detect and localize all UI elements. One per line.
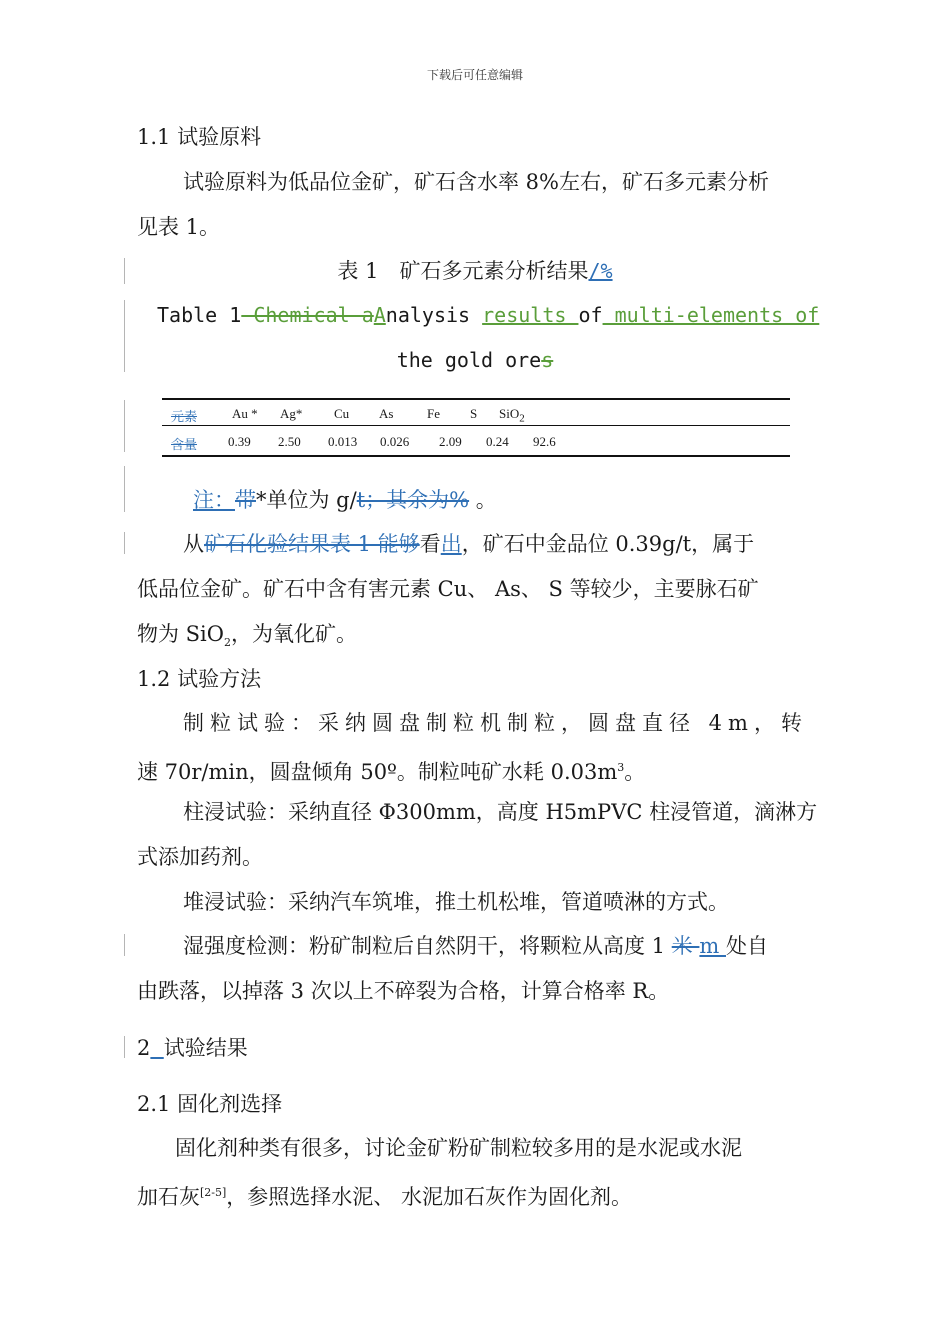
- inserted-text: A: [373, 303, 386, 327]
- text: ，为氧化矿。: [231, 622, 357, 646]
- table-bottom-rule: [162, 455, 790, 457]
- table-caption-cn: [0, 256, 950, 286]
- section-text: 试验结果: [163, 1036, 248, 1060]
- paragraph: 由跌落，以掉落 3 次以上不碎裂为合格，计算合格率 R。: [137, 979, 670, 1003]
- inserted-text: 出: [440, 532, 462, 556]
- text: 。: [624, 760, 646, 784]
- value-cell: 2.09: [439, 434, 462, 449]
- section-number: 2: [137, 1036, 151, 1060]
- table-caption-en-line2: [0, 345, 950, 375]
- caption-text: of: [578, 303, 603, 327]
- header-cell: Au *: [232, 406, 258, 421]
- value-cell: 92.6: [533, 434, 556, 449]
- table-caption-en: [157, 300, 819, 330]
- paragraph: 低品位金矿。矿石中含有害元素 Cu、 As、 S 等较少，主要脉石矿: [137, 577, 759, 601]
- header-cell: Fe: [427, 406, 440, 421]
- text: ，矿石中金品位 0.39g/t，属于: [461, 532, 755, 556]
- value-cell: 0.013: [328, 434, 358, 449]
- header-text: SiO: [499, 406, 520, 421]
- header-cell: S: [470, 406, 478, 421]
- caption-text: nalysis: [385, 303, 483, 327]
- paragraph: [183, 931, 768, 961]
- text: 物为 SiO: [137, 622, 224, 646]
- header-note: 下载后可任意编辑: [426, 68, 523, 82]
- deleted-text: s: [541, 348, 554, 372]
- caption-text: the gold ore: [396, 348, 542, 372]
- revision-bar: [124, 934, 125, 956]
- inserted-text: /%: [588, 259, 613, 283]
- table-note: [193, 485, 497, 515]
- revision-bar: [124, 1036, 125, 1058]
- note-text: *单位为 g/: [256, 488, 357, 512]
- caption-text: 表 1 矿石多元素分析结果: [337, 259, 589, 283]
- element-analysis-table: [162, 398, 790, 458]
- subscript: 2: [224, 636, 231, 650]
- paragraph: [137, 619, 357, 658]
- inserted-text: multi-elements of: [602, 303, 820, 327]
- text: 速 70r/min，圆盘倾角 50º。制粒吨矿水耗 0.03m: [137, 760, 618, 784]
- section-title-2: [137, 1033, 248, 1063]
- row-label-content: 含量: [171, 437, 198, 452]
- inserted-text: [150, 1036, 163, 1060]
- text: 看: [419, 532, 441, 556]
- superscript: 3: [617, 761, 625, 774]
- note-text: 。: [469, 488, 497, 512]
- text: ，参照选择水泥、 水泥加石灰作为固化剂。: [226, 1185, 632, 1209]
- paragraph: [137, 753, 645, 787]
- citation: [2-5]: [200, 1186, 227, 1199]
- paragraph: 试验原料为低品位金矿，矿石含水率 8%左右，矿石多元素分析: [183, 170, 769, 194]
- table-top-rule: [162, 398, 790, 400]
- caption-text: Table 1: [157, 303, 242, 327]
- deleted-text: 米: [671, 934, 700, 958]
- deleted-text: 矿石化验结果表 1 能够: [204, 532, 420, 556]
- header-cell: [499, 406, 525, 425]
- text: 处自: [726, 934, 768, 958]
- paragraph: 柱浸试验：采纳直径 Φ300mm，高度 H5mPVC 柱浸管道，滴淋方: [183, 800, 818, 824]
- deleted-text: t；其余为%: [356, 488, 470, 512]
- paragraph: 制粒试验：采纳圆盘制粒机制粒，圆盘直径 4m，转: [183, 711, 808, 735]
- paragraph: 见表 1。: [137, 215, 221, 239]
- table-mid-rule: [162, 425, 790, 426]
- inserted-text: 注：: [193, 488, 235, 512]
- paragraph: 堆浸试验：采纳汽车筑堆，推土机松堆，管道喷淋的方式。: [183, 890, 729, 914]
- paragraph: [137, 1178, 632, 1212]
- section-title-1-2: 1.2 试验方法: [137, 667, 262, 691]
- text: 湿强度检测：粉矿制粒后自然阴干，将颗粒从高度 1: [183, 934, 672, 958]
- header-cell: Cu: [334, 406, 350, 421]
- inserted-text: results: [482, 303, 579, 327]
- header-cell: Ag*: [280, 406, 303, 421]
- text: 从: [183, 532, 204, 556]
- subscript: 2: [519, 412, 525, 425]
- section-title-2-1: 2.1 固化剂选择: [137, 1092, 283, 1116]
- text: 加石灰: [137, 1185, 200, 1209]
- paragraph: 固化剂种类有很多，讨论金矿粉矿制粒较多用的是水泥或水泥: [175, 1136, 742, 1160]
- deleted-text: 带: [235, 488, 256, 512]
- revision-bar: [124, 466, 125, 512]
- inserted-text: m: [699, 934, 726, 958]
- revision-bar: [124, 532, 125, 554]
- paragraph: 式添加药剂。: [137, 845, 263, 869]
- header-cell: As: [379, 406, 394, 421]
- revision-bar: [124, 400, 125, 452]
- row-label-element: 元素: [171, 409, 198, 424]
- value-cell: 0.24: [486, 434, 509, 449]
- paragraph: [183, 529, 754, 559]
- value-cell: 0.39: [228, 434, 251, 449]
- section-title-1-1: 1.1 试验原料: [137, 125, 262, 149]
- value-cell: 0.026: [380, 434, 410, 449]
- deleted-text: Chemical a: [241, 303, 374, 327]
- value-cell: 2.50: [278, 434, 301, 449]
